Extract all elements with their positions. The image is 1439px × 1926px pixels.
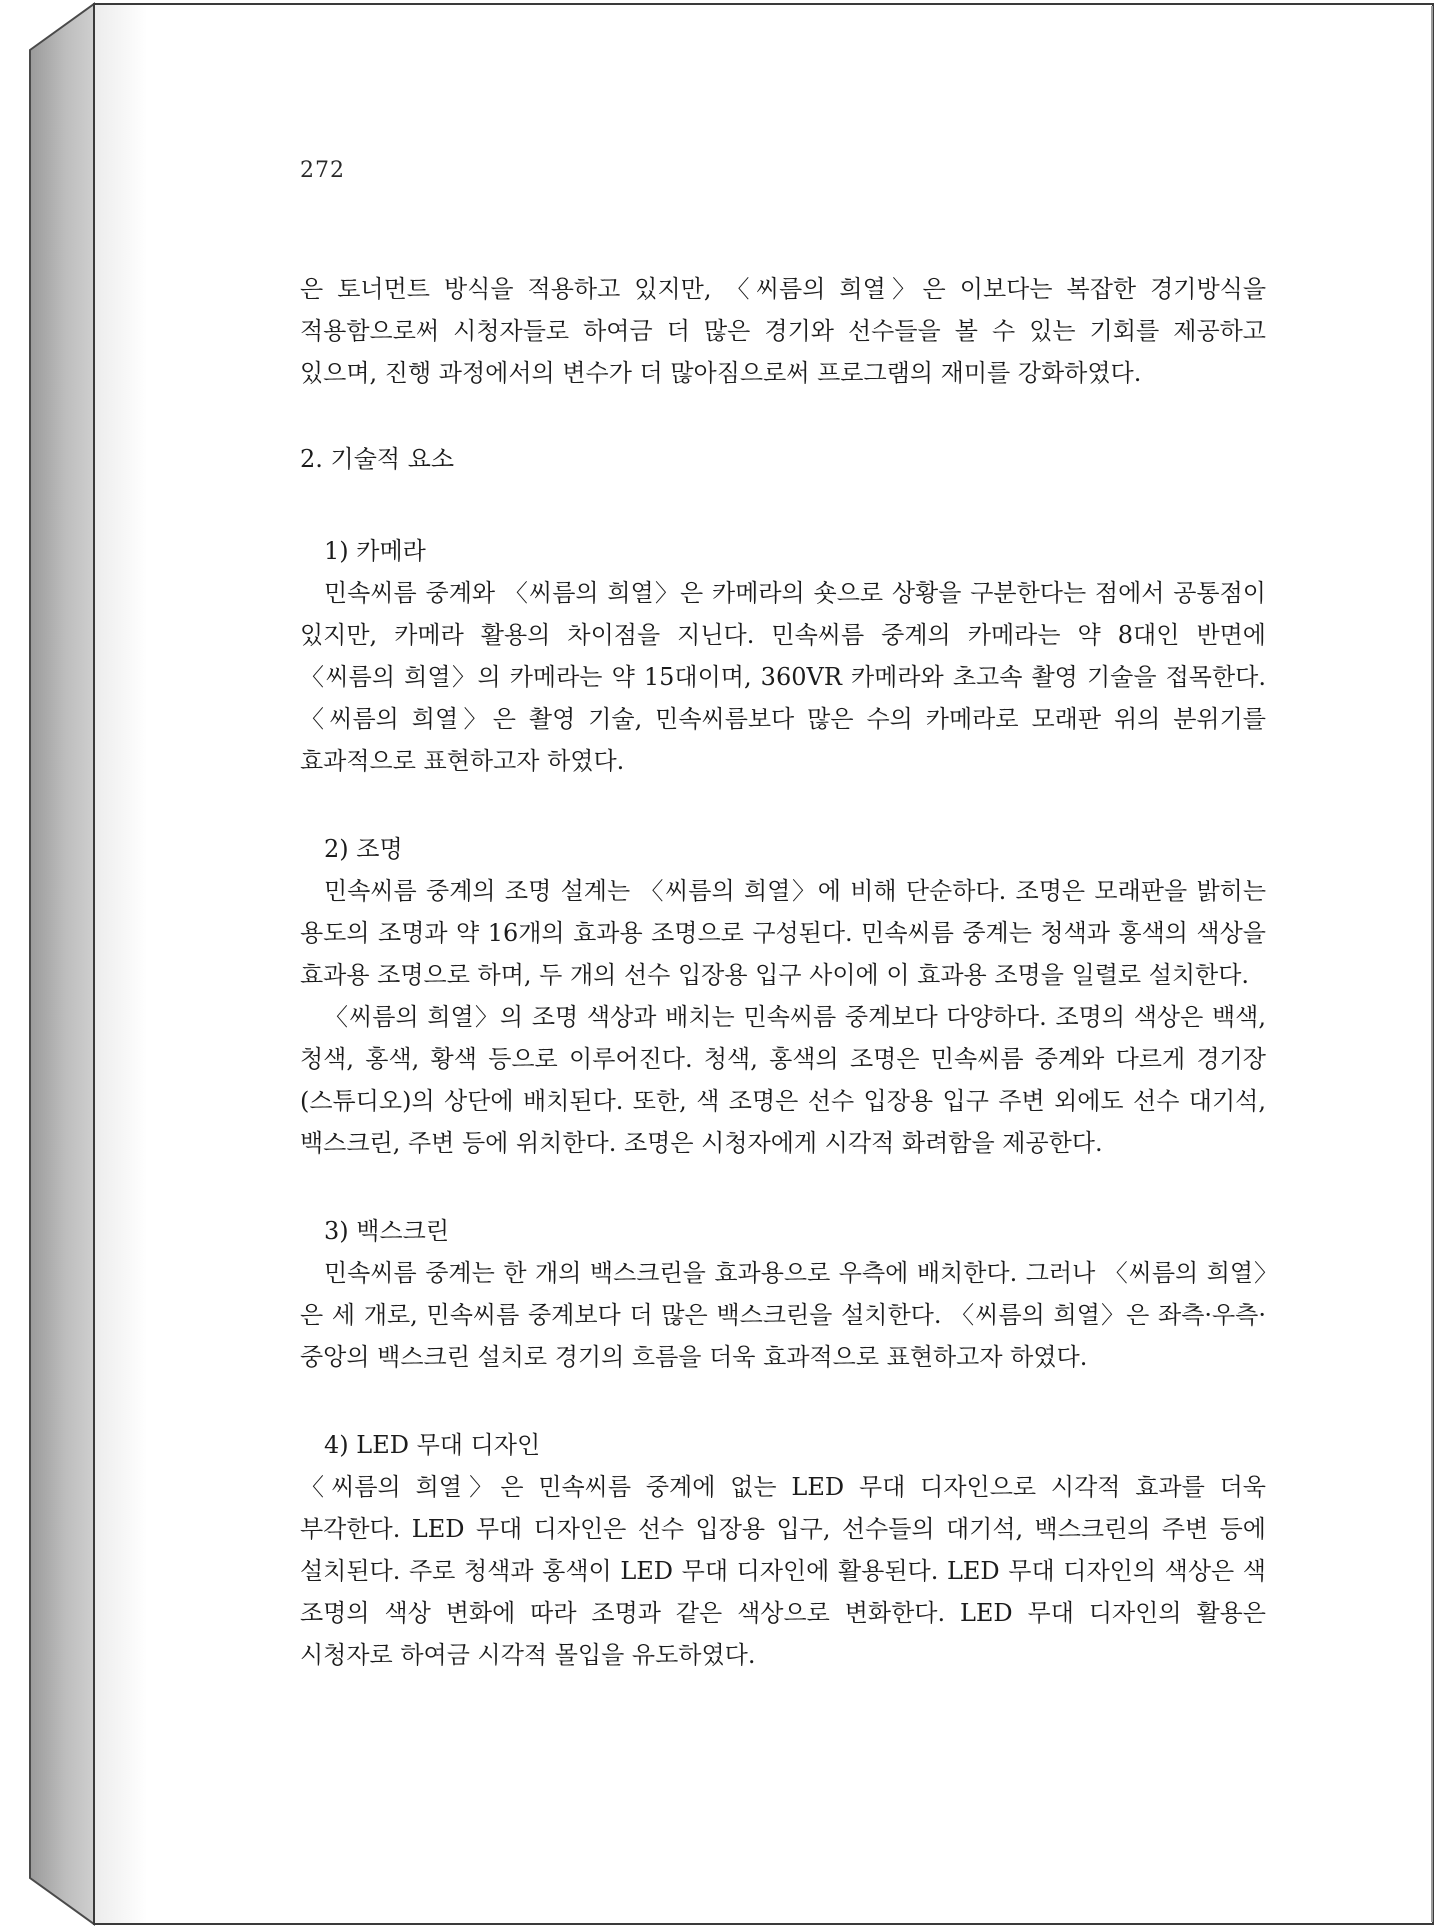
backscreen-paragraph: 민속씨름 중계는 한 개의 백스크린을 효과용으로 우측에 배치한다. 그러나 〈씨름의 희열〉은 세 개로, 민속씨름 중계보다 더 많은 백스크린을 설치한다. 〈씨름의 희열〉은 좌측·우측·중앙의 백스크린 설치로 경기의 흐름을 더욱 효과적으로 표현하고자 하였다. xyxy=(300,1259,1266,1371)
intro-paragraph: 은 토너먼트 방식을 적용하고 있지만, 〈씨름의 희열〉은 이보다는 복잡한 경기방식을 적용함으로써 시청자들로 하여금 더 많은 경기와 선수들을 볼 수 있는 기회를 제공하고 있으며, 진행 과정에서의 변수가 더 많아짐으로써 프로그램의 재미를 강화하였다. xyxy=(300,275,1266,387)
lighting-paragraph-1: 민속씨름 중계의 조명 설계는 〈씨름의 희열〉에 비해 단순하다. 조명은 모래판을 밝히는 용도의 조명과 약 16개의 효과용 조명으로 구성된다. 민속씨름 중계는 청색과 홍색의 색상을 효과용 조명으로 하며, 두 개의 선수 입장용 입구 사이에 이 효과용 조명을 일렬로 설치한다. xyxy=(300,877,1266,989)
section-heading: 2. 기술적 요소 xyxy=(300,445,455,473)
camera-paragraph: 민속씨름 중계와 〈씨름의 희열〉은 카메라의 숏으로 상황을 구분한다는 점에서 공통점이 있지만, 카메라 활용의 차이점을 지닌다. 민속씨름 중계의 카메라는 약 8대인 반면에 〈씨름의 희열〉의 카메라는 약 15대이며, 360VR 카메라와 초고속 촬영 기술을 접목한다. 〈씨름의 희열〉은 촬영 기술, 민속씨름보다 많은 수의 카메라로 모래판 위의 분위기를 효과적으로 표현하고자 하였다. xyxy=(300,579,1266,775)
page-number: 272 xyxy=(300,158,345,183)
lighting-paragraph-2: 〈씨름의 희열〉의 조명 색상과 배치는 민속씨름 중계보다 다양하다. 조명의 색상은 백색, 청색, 홍색, 황색 등으로 이루어진다. 청색, 홍색의 조명은 민속씨름 중계와 다르게 경기장(스튜디오)의 상단에 배치된다. 또한, 색 조명은 선수 입장용 입구 주변 외에도 선수 대기석, 백스크린, 주변 등에 위치한다. 조명은 시청자에게 시각적 화려함을 제공한다. xyxy=(300,1003,1266,1157)
subsection-heading-led: 4) LED 무대 디자인 xyxy=(324,1431,541,1459)
subsection-heading-backscreen: 3) 백스크린 xyxy=(324,1217,449,1245)
book-spine xyxy=(30,4,94,1924)
subsection-heading-camera: 1) 카메라 xyxy=(324,537,426,565)
led-paragraph: 〈씨름의 희열〉은 민속씨름 중계에 없는 LED 무대 디자인으로 시각적 효과를 더욱 부각한다. LED 무대 디자인은 선수 입장용 입구, 선수들의 대기석, 백스크린의 주변 등에 설치된다. 주로 청색과 홍색이 LED 무대 디자인에 활용된다. LED 무대 디자인의 색상은 색 조명의 색상 변화에 따라 조명과 같은 색상으로 변화한다. LED 무대 디자인의 활용은 시청자로 하여금 시각적 몰입을 유도하였다. xyxy=(300,1473,1266,1669)
subsection-heading-lighting: 2) 조명 xyxy=(324,835,403,863)
